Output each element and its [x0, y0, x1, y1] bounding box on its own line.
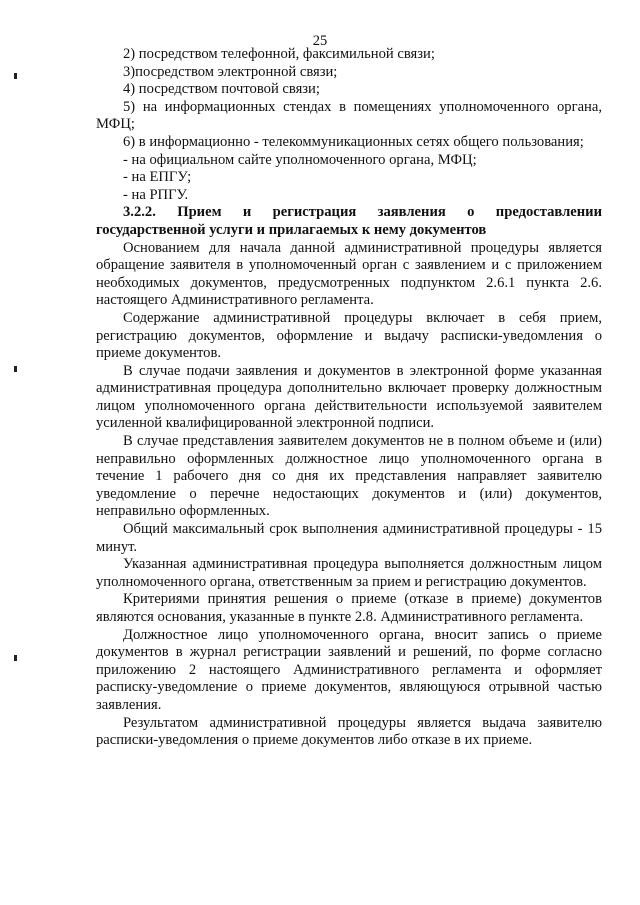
list-item: - на РПГУ. — [123, 186, 189, 203]
list-item: 4) посредством почтовой связи; — [123, 81, 320, 98]
list-item: 6) в информационно - телекоммуникационных сетях общего пользования; — [123, 133, 584, 150]
paragraph: Должностное лицо уполномоченного органа, вносит запись о приеме документов в журнал регистрации заявлений и решений, по форме согласно приложению 2 настоящего Административного регламента и оформляет расписку-уведомление о приеме документов, являющуюся отрывной частью заявления. — [96, 626, 602, 713]
document-body — [96, 46, 602, 750]
paragraph: Критериями принятия решения о приеме (отказе в приеме) документов являются основания, указанные в пункте 2.8. Административного регламента. — [96, 591, 602, 625]
margin-mark — [14, 655, 17, 661]
paragraph: Основанием для начала данной административной процедуры является обращение заявителя в уполномоченный орган с заявлением и с приложением необходимых документов, предусмотренных подпунктом 2.6.1 пункта 2.6. настоящего Административного регламента. — [96, 239, 602, 309]
section-heading: 3.2.2. Прием и регистрация заявления о предоставлении государственной услуги и прилагаемых к нему документов — [96, 204, 602, 238]
paragraph: Результатом административной процедуры является выдача заявителю расписки-уведомления о приеме документов либо отказе в их приеме. — [96, 714, 602, 749]
paragraph: В случае представления заявителем документов не в полном объеме и (или) неправильно оформленных должностное лицо уполномоченного органа в течение 1 рабочего дня со дня их представления направляет заявителю уведомление о перечне недостающих документов и (или) документов, неправильно оформленных. — [96, 433, 602, 520]
paragraph: Содержание административной процедуры включает в себя прием, регистрацию документов, оформление и выдачу расписки-уведомления о приеме документов. — [96, 309, 602, 362]
list-item: - на официальном сайте уполномоченного органа, МФЦ; — [123, 151, 477, 168]
margin-mark — [14, 366, 17, 372]
list-item: - на ЕПГУ; — [123, 169, 192, 186]
list-item: 2) посредством телефонной, факсимильной связи; — [123, 46, 435, 62]
paragraph: В случае подачи заявления и документов в электронной форме указанная административная процедура дополнительно включает проверку должностным лицом уполномоченного органа действительности используемой заявителем усиленной квалифицированной электронной подписи. — [96, 362, 602, 432]
paragraph: Указанная административная процедура выполняется должностным лицом уполномоченного органа, ответственным за прием и регистрацию документов. — [96, 556, 602, 590]
page-number: 25 — [312, 33, 328, 49]
list-item: 5) на информационных стендах в помещениях уполномоченного органа, МФЦ; — [96, 98, 602, 133]
list-item: 3)посредством электронной связи; — [123, 63, 338, 80]
paragraph: Общий максимальный срок выполнения административной процедуры - 15 минут. — [96, 521, 602, 555]
margin-mark — [14, 73, 17, 79]
